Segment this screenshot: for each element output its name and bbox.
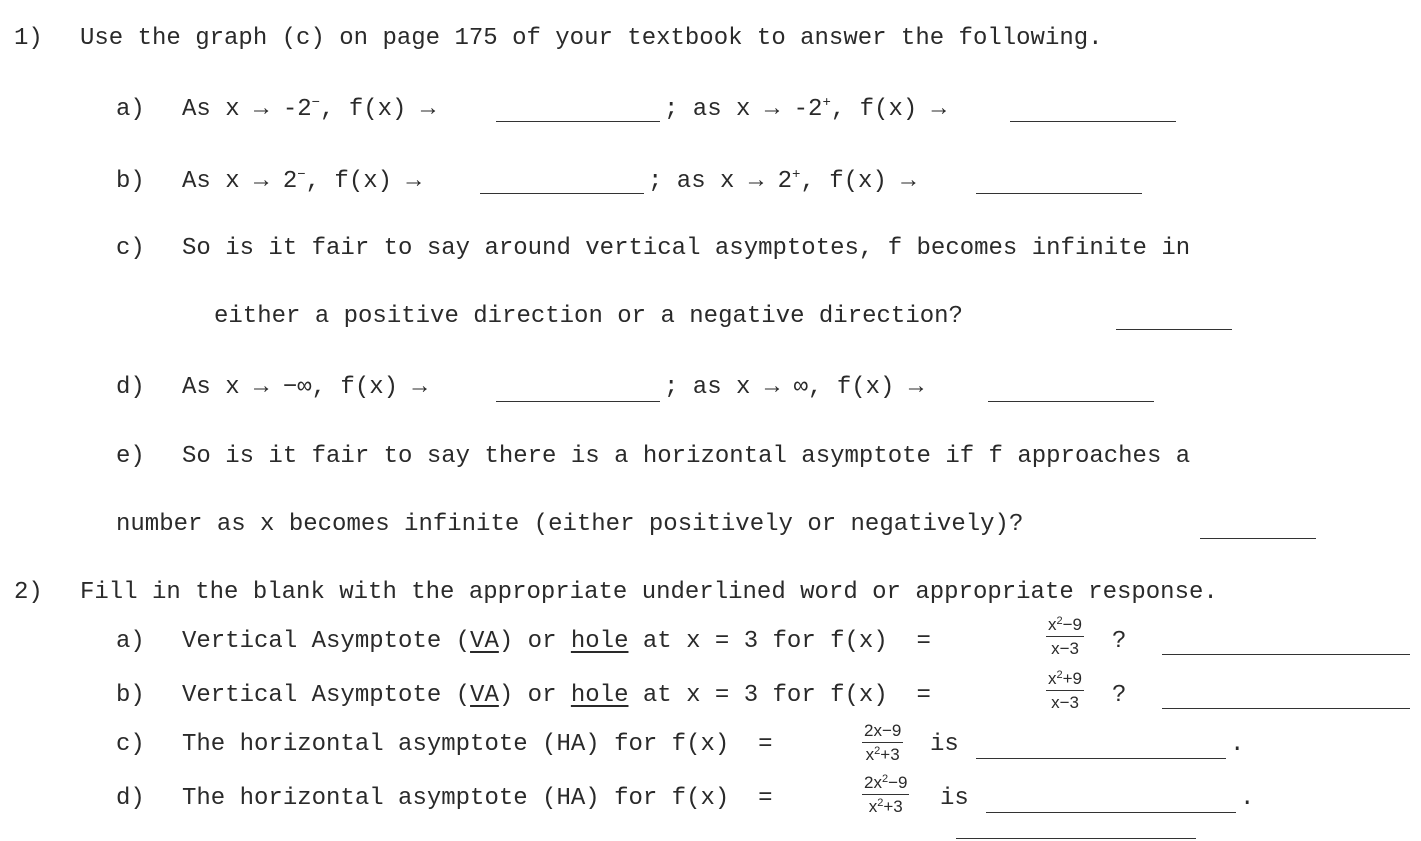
q2b-denominator: x−3 [1051,693,1079,712]
q2b-question-mark: ? [1112,682,1127,709]
q1c-line2: either a positive direction or a negative direction? [214,303,963,330]
q2c-text: The horizontal asymptote (HA) for f(x) = [182,731,773,758]
q1c-blank[interactable] [1116,329,1232,330]
q2c-blank[interactable] [976,758,1226,759]
q2c-denominator: $x^2+3$ [865,745,900,764]
q2c-fraction [862,722,903,764]
q2a-fraction [1046,616,1084,658]
q2d-extra-line [956,838,1196,839]
q2a-label: a) [116,628,145,655]
q2a-hole-option: hole [570,628,629,655]
q1a-blank-left[interactable] [496,121,660,122]
q2c-label: c) [116,731,145,758]
q1e-line1: So is it fair to say there is a horizontal asymptote if f approaches a [182,443,1191,470]
q2d-denominator: $x^2+3$ [868,797,903,816]
q2d-fraction [862,774,909,816]
q1e-line2: number as x becomes infinite (either positively or negatively)? [116,511,1024,538]
q2a-blank[interactable] [1162,654,1410,655]
q2a-numerator: $x^2-9$ [1046,616,1084,637]
q1a-blank-right[interactable] [1010,121,1176,122]
q1c-label: c) [116,235,145,262]
q2-prompt: Fill in the blank with the appropriate underlined word or appropriate response. [80,579,1218,606]
q2c-numerator: 2x−9 [862,722,903,743]
q2c-period: . [1230,731,1245,758]
q2a-text: Vertical Asymptote (VA) or hole at x = 3 for f(x) = [182,628,931,655]
q2d-text: The horizontal asymptote (HA) for f(x) = [182,785,773,812]
q1b-blank-left[interactable] [480,193,644,194]
q1d-text-left: As x → −∞, f(x) → [182,374,427,401]
q1d-blank-right[interactable] [988,401,1154,402]
q1c-line1: So is it fair to say around vertical asymptotes, f becomes infinite in [182,235,1191,262]
q1e-blank[interactable] [1200,538,1316,539]
q1-number: 1) [14,25,43,52]
q2a-va-option: VA [470,628,499,655]
q2d-period: . [1240,785,1255,812]
q1b-blank-right[interactable] [976,193,1142,194]
q2b-va-option: VA [470,682,499,709]
q2b-label: b) [116,682,145,709]
q2-number: 2) [14,579,43,606]
q1e-label: e) [116,443,145,470]
q2b-text: Vertical Asymptote (VA) or hole at x = 3 for f(x) = [182,682,931,709]
q2d-blank[interactable] [986,812,1236,813]
q1a-text-right: ; as x → -2+, f(x) → [664,95,947,123]
q1d-label: d) [116,374,145,401]
q2b-fraction [1046,670,1084,712]
q1b-label: b) [116,168,145,195]
q1d-blank-left[interactable] [496,401,660,402]
q1a-text-left: As x → -2−, f(x) → [182,95,436,123]
q2d-is: is [940,785,969,812]
q2a-denominator: x−3 [1051,639,1079,658]
q2b-numerator: $x^2+9$ [1046,670,1084,691]
q2d-label: d) [116,785,145,812]
q2d-numerator: $2x^2-9$ [862,774,909,795]
q2b-hole-option: hole [570,682,629,709]
q1d-text-right: ; as x → ∞, f(x) → [664,374,924,401]
q2a-question-mark: ? [1112,628,1127,655]
q1b-text-left: As x → 2−, f(x) → [182,167,421,195]
q2c-is: is [930,731,959,758]
q2b-blank[interactable] [1162,708,1410,709]
q1b-text-right: ; as x → 2+, f(x) → [648,167,916,195]
q1-prompt: Use the graph (c) on page 175 of your textbook to answer the following. [80,25,1103,52]
q1a-label: a) [116,96,145,123]
